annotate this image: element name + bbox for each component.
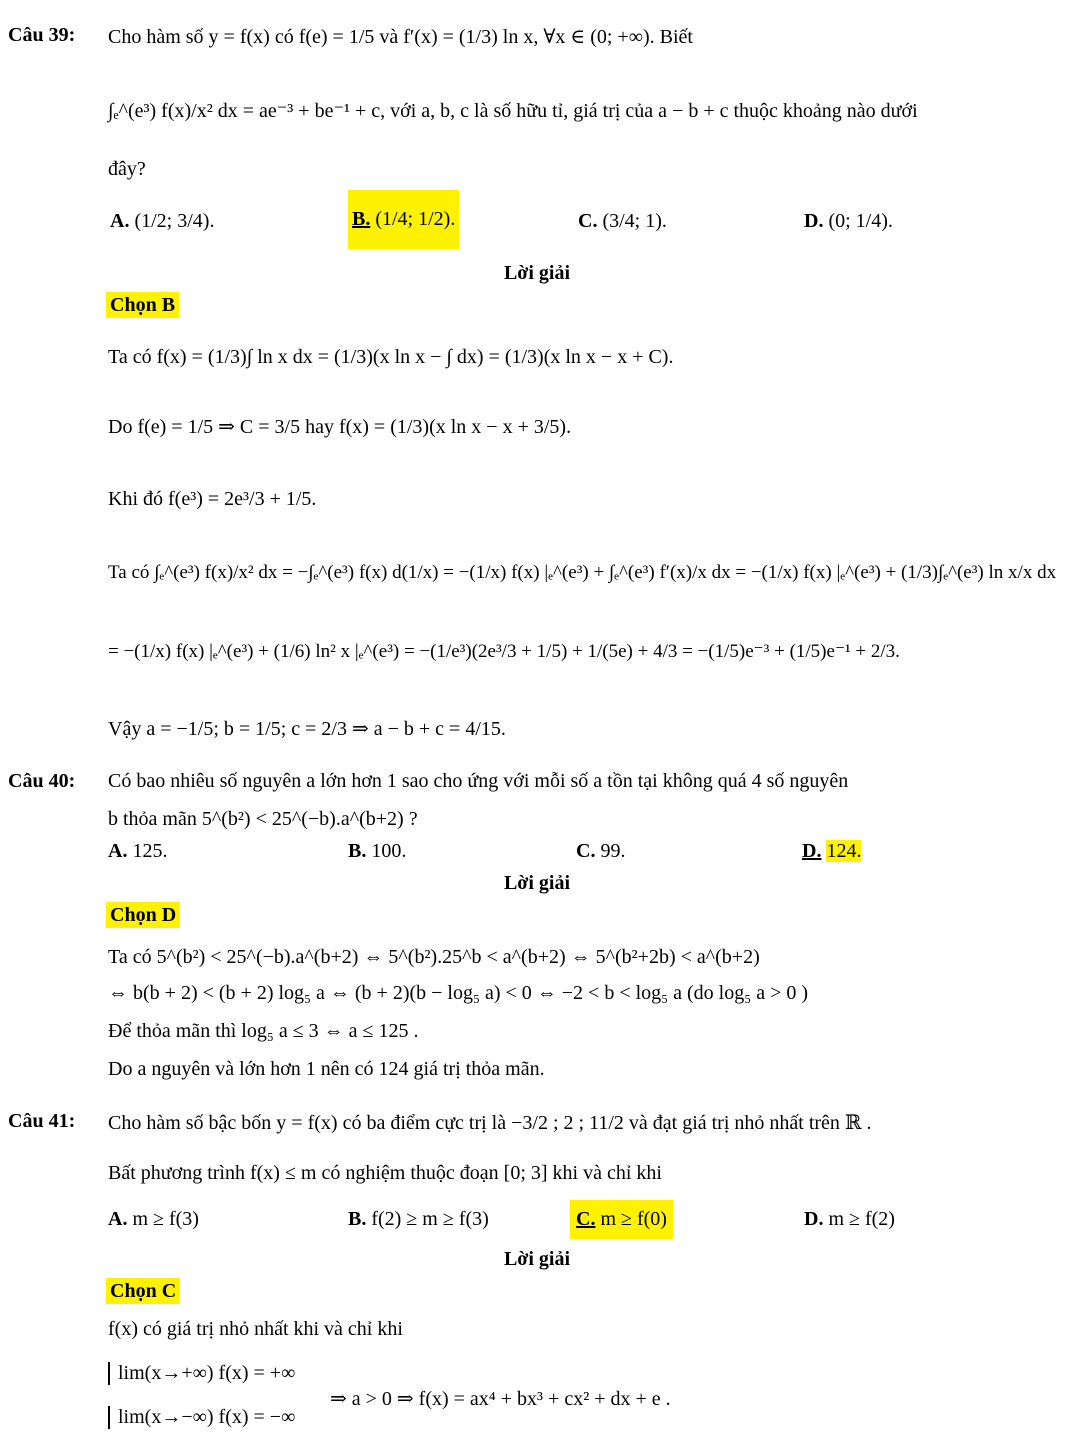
q39-number: Câu 39: (8, 24, 76, 46)
q39-line2: ∫ₑ^(e³) f(x)/x² dx = ae⁻³ + be⁻¹ + c, với a, b, c là số hữu tỉ, giá trị của a − b + c thuộc khoảng nào dưới (108, 100, 918, 122)
q41-sol-limit-plus: lim(x→+∞) f(x) = +∞ (108, 1362, 295, 1385)
q40-sol-3: Để thỏa mãn thì log₅ a ≤ 3 ⇔ a ≤ 125 . (108, 1020, 419, 1042)
q39-sol-1: Ta có f(x) = (1/3)∫ ln x dx = (1/3)(x ln x − ∫ dx) = (1/3)(x ln x − x + C). (108, 346, 674, 368)
q39-option-a: A. (1/2; 3/4). (110, 210, 215, 232)
q40-line2: b thỏa mãn 5^(b²) < 25^(−b).a^(b+2) ? (108, 808, 418, 830)
q40-loigiai-heading: Lời giải (503, 872, 571, 894)
q39-chon: Chọn B (106, 294, 179, 317)
q40-option-b: B. 100. (348, 840, 407, 862)
q39-sol-2: Do f(e) = 1/5 ⇒ C = 3/5 hay f(x) = (1/3)(x ln x − x + 3/5). (108, 416, 572, 438)
q41-chon: Chọn C (106, 1280, 180, 1303)
q39-sol-3: Khi đó f(e³) = 2e³/3 + 1/5. (108, 488, 317, 510)
q40-option-d: D. 124. (802, 840, 862, 862)
q40-sol-2: ⇔ b(b + 2) < (b + 2) log₅ a ⇔ (b + 2)(b − log₅ a) < 0 ⇔ −2 < b < log₅ a (do log₅ a > 0 ) (108, 982, 809, 1004)
q39-line1: Cho hàm số y = f(x) có f(e) = 1/5 và f′(x) = (1/3) ln x, ∀x ∈ (0; +∞). Biết (108, 26, 693, 48)
q39-line3: đây? (108, 158, 146, 180)
q41-loigiai-heading: Lời giải (503, 1248, 571, 1270)
q39-option-b: B. (1/4; 1/2). (348, 190, 459, 249)
q41-option-d: D. m ≥ f(2) (804, 1208, 895, 1230)
q40-line1: Có bao nhiêu số nguyên a lớn hơn 1 sao cho ứng với mỗi số a tồn tại không quá 4 số nguyên (108, 770, 849, 792)
q40-number: Câu 40: (8, 770, 76, 792)
q40-sol-1: Ta có 5^(b²) < 25^(−b).a^(b+2) ⇔ 5^(b²).25^b < a^(b+2) ⇔ 5^(b²+2b) < a^(b+2) (108, 946, 760, 968)
q41-sol-1: f(x) có giá trị nhỏ nhất khi và chỉ khi (108, 1318, 403, 1340)
q39-sol-4: Ta có ∫ₑ^(e³) f(x)/x² dx = −∫ₑ^(e³) f(x) d(1/x) = −(1/x) f(x) |ₑ^(e³) + ∫ₑ^(e³) f′(x)/x dx = −(1/x) f(x) |ₑ^(e³) + (1/3)∫ₑ^(e³) ln x/x dx (108, 562, 1057, 583)
q41-option-b: B. f(2) ≥ m ≥ f(3) (348, 1208, 489, 1230)
q39-sol-6: Vậy a = −1/5; b = 1/5; c = 2/3 ⇒ a − b + c = 4/15. (108, 718, 506, 740)
q41-option-c: C. m ≥ f(0) (570, 1200, 673, 1239)
q40-sol-4: Do a nguyên và lớn hơn 1 nên có 124 giá trị thỏa mãn. (108, 1058, 545, 1080)
q40-option-a: A. 125. (108, 840, 168, 862)
q41-sol-conclusion: ⇒ a > 0 ⇒ f(x) = ax⁴ + bx³ + cx² + dx + e . (330, 1388, 671, 1410)
q40-chon: Chọn D (106, 904, 180, 927)
q41-line1: Cho hàm số bậc bốn y = f(x) có ba điểm cực trị là −3/2 ; 2 ; 11/2 và đạt giá trị nhỏ nhất trên ℝ . (108, 1112, 872, 1134)
q40-option-c: C. 99. (576, 840, 626, 862)
q39-sol-5: = −(1/x) f(x) |ₑ^(e³) + (1/6) ln² x |ₑ^(e³) = −(1/e³)(2e³/3 + 1/5) + 1/(5e) + 4/3 = −(1/5)e⁻³ + (1/5)e⁻¹ + 2/3. (108, 641, 900, 662)
q41-option-a: A. m ≥ f(3) (108, 1208, 199, 1230)
q39-option-d: D. (0; 1/4). (804, 210, 893, 232)
q39-loigiai-heading: Lời giải (503, 262, 571, 284)
q41-number: Câu 41: (8, 1110, 76, 1132)
q41-line2: Bất phương trình f(x) ≤ m có nghiệm thuộc đoạn [0; 3] khi và chỉ khi (108, 1162, 662, 1184)
q41-sol-limit-minus: lim(x→−∞) f(x) = −∞ (108, 1406, 295, 1429)
q39-option-c: C. (3/4; 1). (578, 210, 667, 232)
